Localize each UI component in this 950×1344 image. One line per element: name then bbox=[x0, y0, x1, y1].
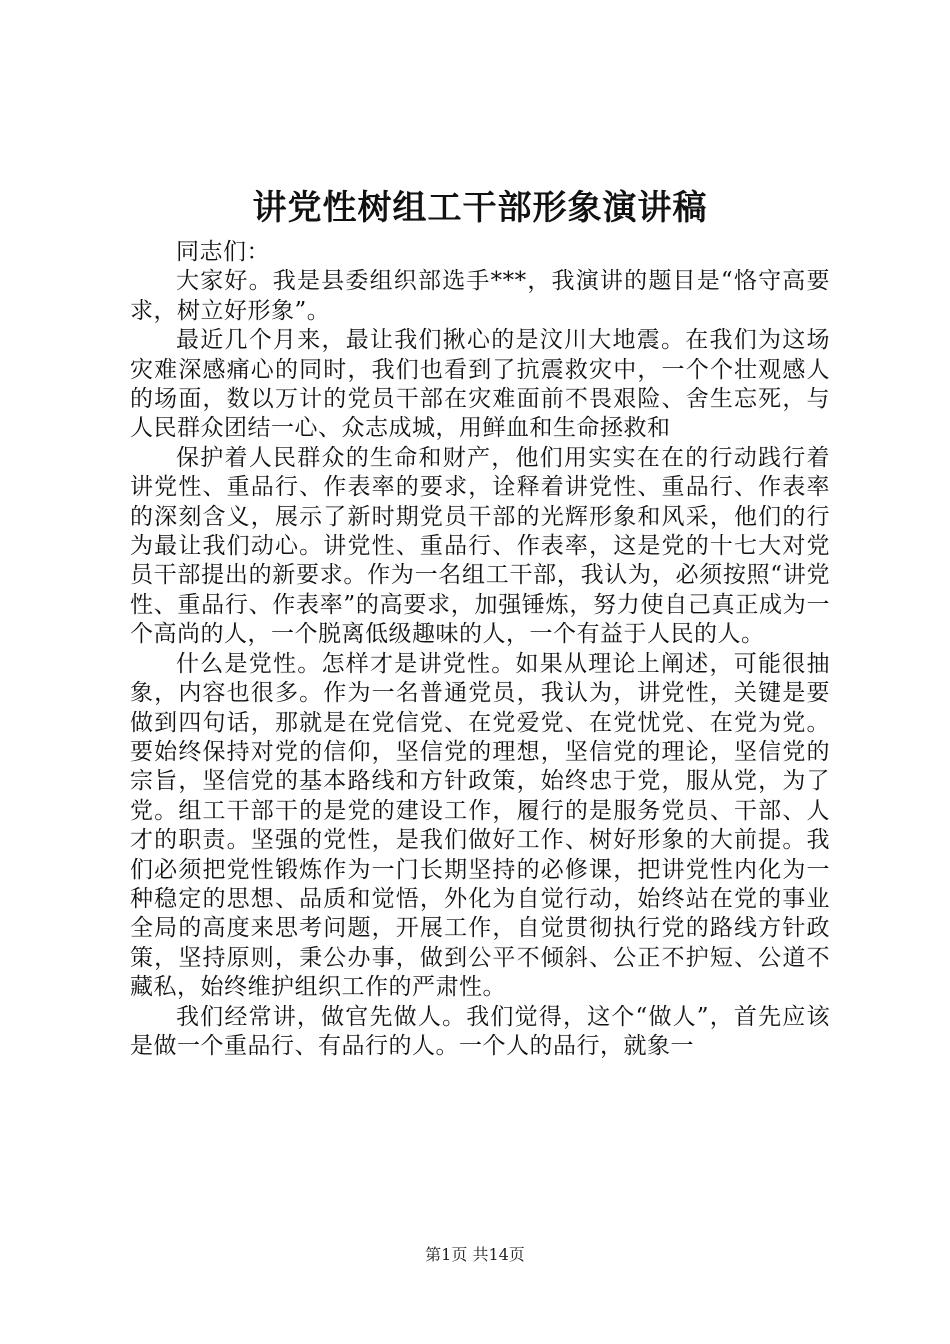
salutation: 同志们： bbox=[176, 239, 270, 265]
paragraph-greeting: 大家好。我是县委组织部选手***，我演讲的题目是“恪守高要求，树立好形象”。 bbox=[130, 268, 830, 324]
document-body bbox=[130, 238, 830, 1061]
paragraph-protection: 保护着人民群众的生命和财产，他们用实实在在的行动践行着讲党性、重品行、作表率的要求，诠释着讲党性、重品行、作表率的深刻含义，展示了新时期党员干部的光辉形象和风采，他们的行为最让我们动心。讲党性、重品行、作表率，这是党的十七大对党员干部提出的新要求。作为一名组工干部，我认为，必须按照“讲党性、重品行、作表率”的高要求，加强锤炼，努力使自己真正成为一个高尚的人，一个脱离低级趣味的人，一个有益于人民的人。 bbox=[130, 444, 830, 648]
document-title: 讲党性树组工干部形象演讲稿 bbox=[252, 188, 708, 228]
paragraph-party-spirit: 什么是党性。怎样才是讲党性。如果从理论上阐述，可能很抽象，内容也很多。作为一名普通党员，我认为，讲党性，关键是要做到四句话，那就是在党信党、在党爱党、在党忧党、在党为党。要始终保持对党的信仰，坚信党的理想，坚信党的理论，坚信党的宗旨，坚信党的基本路线和方针政策，始终忠于党，服从党，为了党。组工干部干的是党的建设工作，履行的是服务党员、干部、人才的职责。坚强的党性，是我们做好工作、树好形象的大前提。我们必须把党性锻炼作为一门长期坚持的必修课，把讲党性内化为一种稳定的思想、品质和觉悟，外化为自觉行动，始终站在党的事业全局的高度来思考问题，开展工作，自觉贯彻执行党的路线方针政策，坚持原则，秉公办事，做到公平不倾斜、公正不护短、公道不藏私，始终维护组织工作的严肃性。 bbox=[130, 650, 830, 1001]
page-footer: 第1页 共14页 bbox=[425, 1245, 525, 1264]
paragraph-conduct: 我们经常讲，做官先做人。我们觉得，这个“做人”，首先应该是做一个重品行、有品行的人。一个人的品行，就象一 bbox=[130, 1003, 830, 1059]
paragraph-earthquake: 最近几个月来，最让我们揪心的是汶川大地震。在我们为这场灾难深感痛心的同时，我们也看到了抗震救灾中，一个个壮观感人的场面，数以万计的党员干部在灾难面前不畏艰险、舍生忘死，与人民群众团结一心、众志成城，用鲜血和生命拯救和 bbox=[130, 327, 830, 442]
document-page bbox=[130, 180, 830, 1061]
